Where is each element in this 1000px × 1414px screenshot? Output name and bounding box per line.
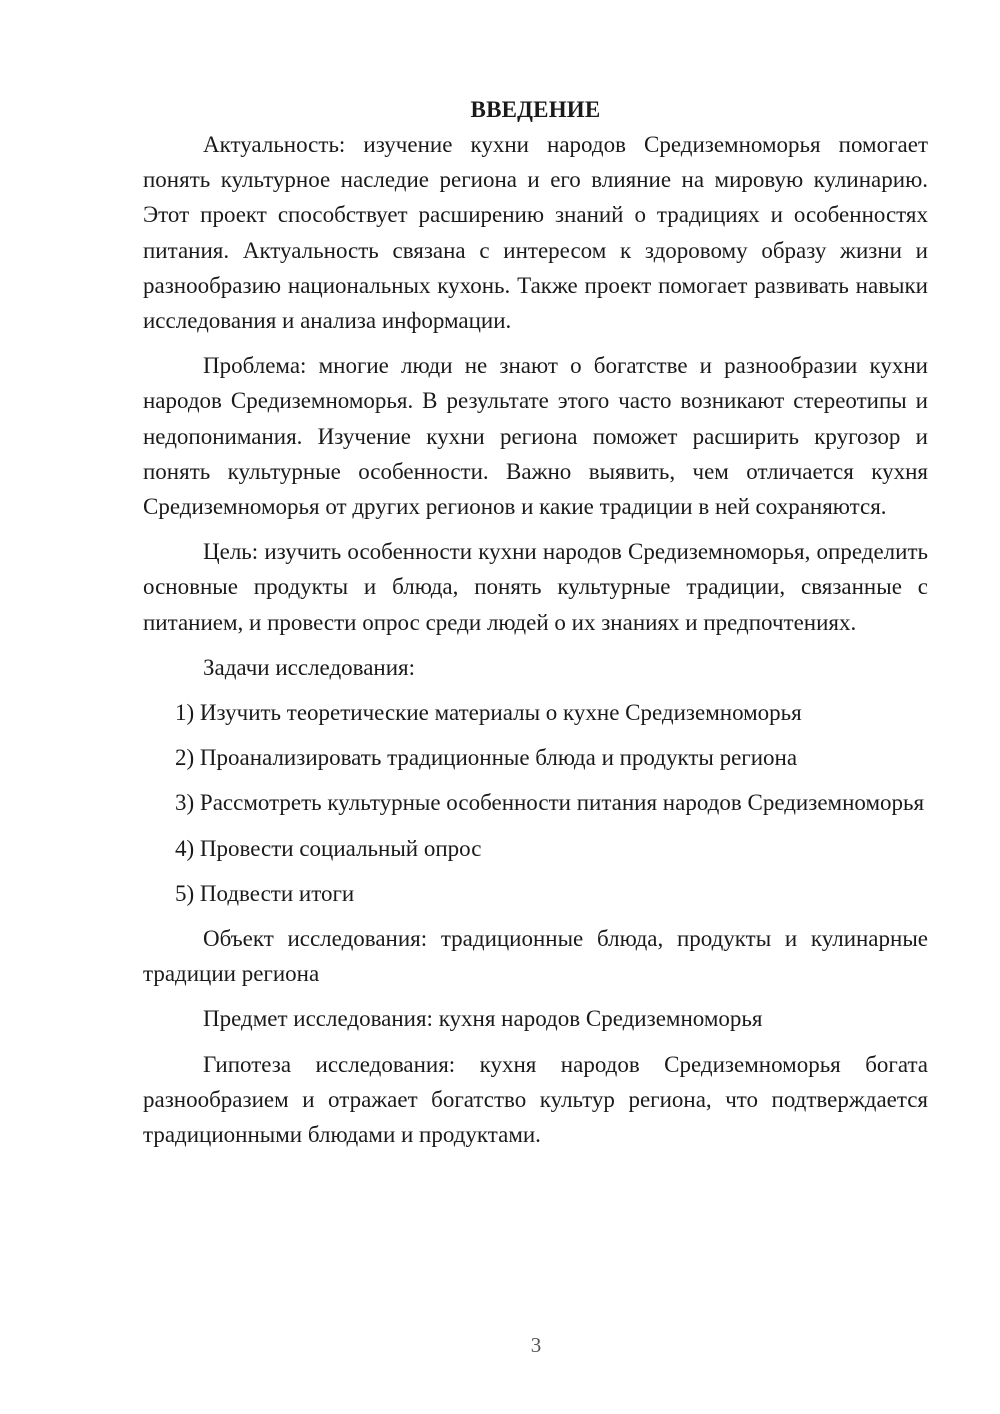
task-item-3: 3) Рассмотреть культурные особенности питания народов Средиземноморья bbox=[175, 790, 925, 816]
document-page bbox=[143, 92, 928, 1162]
task-item-4: 4) Провести социальный опрос bbox=[175, 835, 482, 861]
paragraph-subject: Предмет исследования: кухня народов Средиземноморья bbox=[203, 1006, 763, 1032]
tasks-heading: Задачи исследования: bbox=[203, 654, 416, 680]
paragraph-goal: Цель: изучить особенности кухни народов Средиземноморья, определить основные продукты и блюда, понять культурные традиции, связанные с питанием, и провести опрос среди людей о их знаниях и предпочтениях. bbox=[143, 539, 928, 635]
task-item-2: 2) Проанализировать традиционные блюда и продукты региона bbox=[175, 745, 798, 771]
task-item-1: 1) Изучить теоретические материалы о кухне Средиземноморья bbox=[175, 700, 802, 726]
paragraph-hypothesis: Гипотеза исследования: кухня народов Средиземноморья богата разнообразием и отражает богатство культур региона, что подтверждается традиционными блюдами и продуктами. bbox=[143, 1051, 928, 1148]
paragraph-object: Объект исследования: традиционные блюда, продукты и кулинарные традиции региона bbox=[143, 926, 928, 987]
page-number: 3 bbox=[530, 1333, 542, 1357]
section-title: ВВЕДЕНИЕ bbox=[470, 97, 601, 122]
paragraph-relevance: Актуальность: изучение кухни народов Средиземноморья помогает понять культурное наследие региона и его влияние на мировую кулинарию. Этот проект способствует расширению знаний о традициях и особенностях питания. Актуальность связана с интересом к здоровому образу жизни и разнообразию национальных кухонь. Также проект помогает развивать навыки исследования и анализа информации. bbox=[143, 132, 928, 334]
paragraph-problem: Проблема: многие люди не знают о богатстве и разнообразии кухни народов Средиземноморья. В результате этого часто возникают стереотипы и недопонимания. Изучение кухни региона поможет расширить кругозор и понять культурные особенности. Важно выявить, чем отличается кухня Средиземноморья от других регионов и какие традиции в ней сохраняются. bbox=[143, 353, 928, 520]
task-item-5: 5) Подвести итоги bbox=[175, 880, 355, 906]
